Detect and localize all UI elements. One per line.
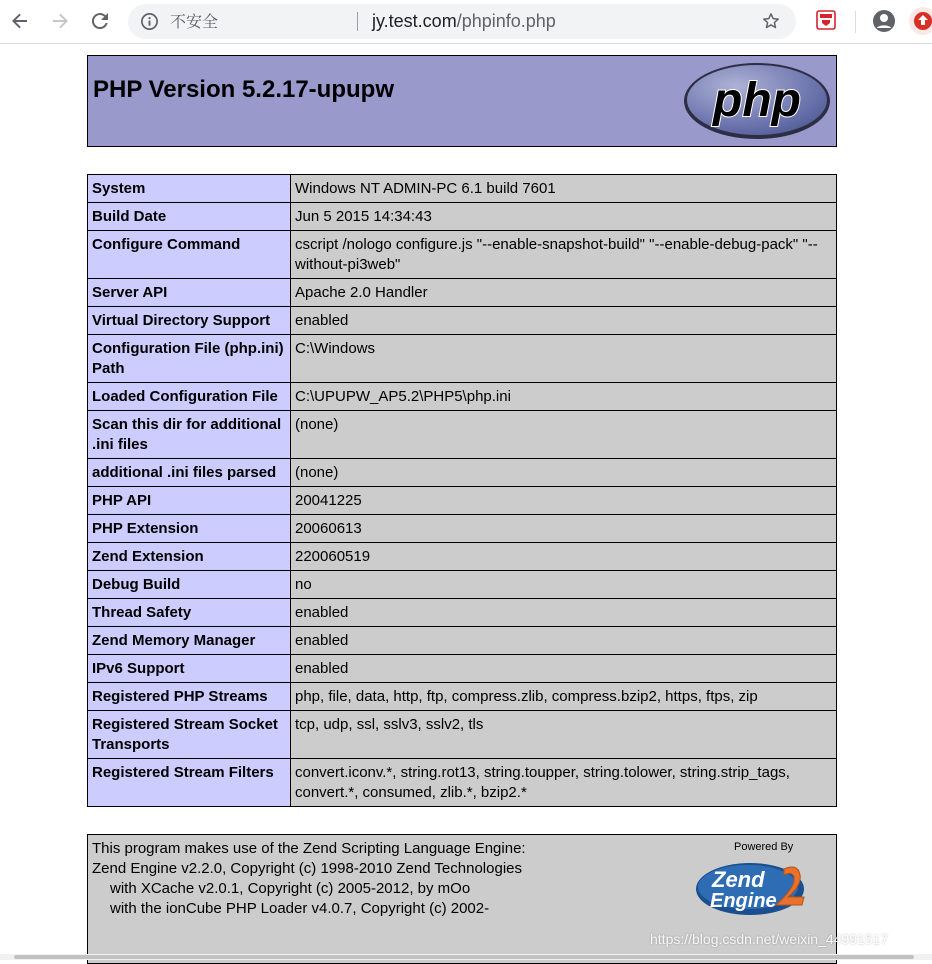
zend-line: Zend Engine v2.2.0, Copyright (c) 1998-2010 Zend Technologies [92, 860, 522, 877]
info-key: IPv6 Support [88, 655, 291, 683]
zend-line: with the ionCube PHP Loader v4.0.7, Copyright (c) 2002- [110, 900, 490, 917]
info-key: Debug Build [88, 571, 291, 599]
zend-engine-logo-icon[interactable] [688, 837, 823, 917]
info-key: PHP Extension [88, 515, 291, 543]
info-icon[interactable] [140, 12, 159, 31]
back-button[interactable] [6, 7, 34, 35]
info-key: Zend Extension [88, 543, 291, 571]
version-header-cell [88, 56, 837, 147]
info-value: C:\Windows [291, 335, 837, 383]
info-row [88, 231, 837, 279]
info-row [88, 203, 837, 231]
info-key: System [88, 175, 291, 203]
info-row [88, 383, 837, 411]
php-logo-text: php [713, 74, 801, 127]
info-row [88, 627, 837, 655]
info-table [87, 174, 837, 807]
extension-shield-icon[interactable] [815, 9, 837, 31]
info-value: enabled [291, 655, 837, 683]
info-row [88, 599, 837, 627]
info-value: C:\UPUPW_AP5.2\PHP5\php.ini [291, 383, 837, 411]
php-logo-icon[interactable] [682, 61, 832, 141]
info-row [88, 279, 837, 307]
info-row [88, 487, 837, 515]
info-value: 220060519 [291, 543, 837, 571]
info-value: Windows NT ADMIN-PC 6.1 build 7601 [291, 175, 837, 203]
info-key: PHP API [88, 487, 291, 515]
update-alert-icon[interactable] [908, 6, 932, 36]
info-row [88, 459, 837, 487]
info-value: enabled [291, 627, 837, 655]
address-bar[interactable] [128, 4, 796, 39]
watermark: https://blog.csdn.net/weixin_44991517 [650, 931, 889, 947]
page-title: PHP Version 5.2.17-upupw [93, 76, 394, 103]
info-key: Registered Stream Filters [88, 759, 291, 807]
info-value: (none) [291, 411, 837, 459]
info-row [88, 411, 837, 459]
zend-line: with XCache v2.0.1, Copyright (c) 2005-2012, by mOo [110, 880, 471, 897]
info-key: Configure Command [88, 231, 291, 279]
info-value: enabled [291, 307, 837, 335]
info-key: Registered PHP Streams [88, 683, 291, 711]
info-value: Jun 5 2015 14:34:43 [291, 203, 837, 231]
info-value: tcp, udp, ssl, sslv3, sslv2, tls [291, 711, 837, 759]
browser-toolbar [0, 0, 932, 44]
arrow-left-icon [10, 11, 30, 31]
arrow-right-icon [50, 11, 70, 31]
version-header [87, 55, 837, 147]
info-value: 20060613 [291, 515, 837, 543]
info-row [88, 711, 837, 759]
reload-icon [90, 11, 110, 31]
url-text[interactable] [372, 11, 556, 32]
info-row [88, 307, 837, 335]
zend-line: This program makes use of the Zend Scripting Language Engine: [92, 840, 526, 857]
info-key: Configuration File (php.ini) Path [88, 335, 291, 383]
zend-logo-subtext: Engine [710, 890, 777, 912]
info-key: Thread Safety [88, 599, 291, 627]
info-key: Loaded Configuration File [88, 383, 291, 411]
info-value: php, file, data, http, ftp, compress.zlib, compress.bzip2, https, ftps, zip [291, 683, 837, 711]
profile-avatar-icon[interactable] [872, 9, 896, 33]
phpinfo-content [87, 55, 837, 964]
bookmark-star-icon[interactable] [761, 11, 781, 31]
url-path: /phpinfo.php [456, 11, 556, 31]
info-key: Virtual Directory Support [88, 307, 291, 335]
address-separator [357, 12, 358, 31]
info-row [88, 335, 837, 383]
info-value: no [291, 571, 837, 599]
toolbar-divider [855, 11, 856, 33]
info-value: convert.iconv.*, string.rot13, string.toupper, string.tolower, string.strip_tags, convert.*, consumed, zlib.*, bzip2.* [291, 759, 837, 807]
info-row [88, 759, 837, 807]
horizontal-scrollbar[interactable] [0, 954, 932, 960]
info-row [88, 571, 837, 599]
reload-button[interactable] [86, 7, 114, 35]
info-key: Build Date [88, 203, 291, 231]
info-key: Server API [88, 279, 291, 307]
forward-button[interactable] [46, 7, 74, 35]
info-key: Registered Stream Socket Transports [88, 711, 291, 759]
info-key: Zend Memory Manager [88, 627, 291, 655]
scrollbar-thumb[interactable] [14, 955, 914, 959]
info-row [88, 655, 837, 683]
info-row [88, 543, 837, 571]
info-row [88, 175, 837, 203]
info-value: cscript /nologo configure.js "--enable-snapshot-build" "--enable-debug-pack" "--without-pi3web" [291, 231, 837, 279]
url-host: jy.test.com [372, 11, 457, 31]
info-row [88, 515, 837, 543]
info-value: (none) [291, 459, 837, 487]
info-value: enabled [291, 599, 837, 627]
powered-by-label: Powered By [734, 841, 794, 853]
info-key: additional .ini files parsed [88, 459, 291, 487]
info-value: Apache 2.0 Handler [291, 279, 837, 307]
info-row [88, 683, 837, 711]
zend-logo-text: Zend [712, 867, 765, 892]
info-key: Scan this dir for additional .ini files [88, 411, 291, 459]
security-label[interactable]: 不安全 [170, 12, 219, 31]
info-value: 20041225 [291, 487, 837, 515]
